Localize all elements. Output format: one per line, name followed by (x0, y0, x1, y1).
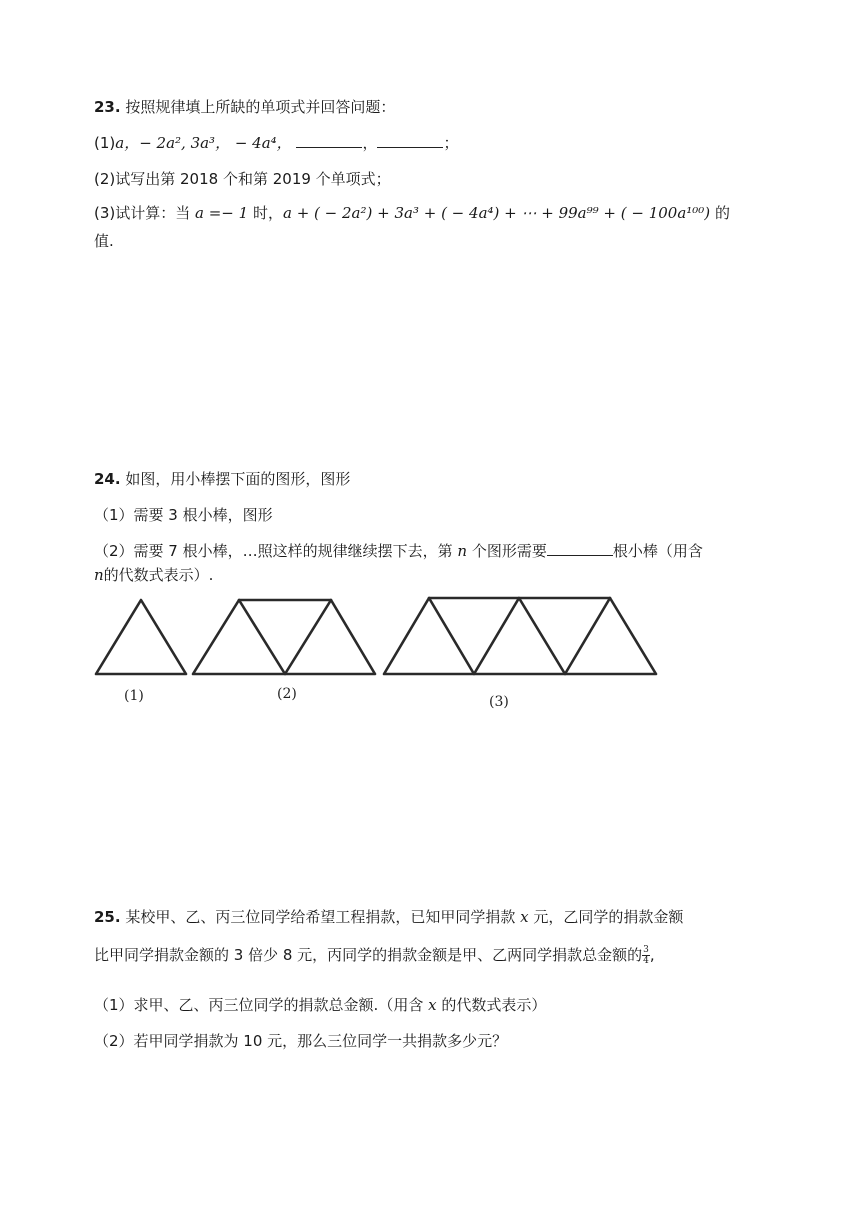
q25-number: 25. (94, 908, 121, 926)
figure-3-inner (429, 598, 610, 674)
q23-part3-condition: a =− 1 (195, 204, 249, 222)
q23-number: 23. (94, 98, 121, 116)
q25-line1-x: x (520, 908, 529, 926)
q23-prompt: 按照规律填上所缺的单项式并回答问题： (125, 98, 396, 116)
q25-fraction-denominator: 4 (643, 956, 649, 966)
q25-part1-a: （1）求甲、乙、丙三位同学的捐款总金额.（用含 (94, 996, 424, 1014)
figure-label-3: (3) (489, 694, 509, 710)
q23-part3-label: (3)试计算：当 (94, 204, 191, 222)
q23-part3-end: 值. (94, 232, 114, 250)
q24-part1: （1）需要 3 根小棒，图形 (94, 506, 273, 524)
q24-part2-n2: n (94, 566, 104, 584)
figure-label-2: (2) (277, 686, 297, 702)
q24-part2-b: 个图形需要 (471, 542, 547, 560)
q23-part2: (2)试写出第 2018 个和第 2019 个单项式； (94, 170, 391, 188)
q23-part1-separator: ， (362, 134, 378, 152)
q25-fraction-numerator: 3 (643, 945, 649, 955)
q25-part1 (94, 994, 546, 1016)
q25-line1-b: 元，乙同学的捐款金额 (533, 908, 684, 926)
figure-3-trapezoid (384, 598, 656, 674)
q24-part2-d: 的代数式表示）. (103, 566, 214, 584)
q25-part2: （2）若甲同学捐款为 10 元，那么三位同学一共捐款多少元？ (94, 1032, 508, 1050)
q25-fraction (642, 945, 650, 966)
q24-prompt: 如图，用小棒摆下面的图形，图形 (125, 470, 351, 488)
q25-line2-end: , (649, 946, 655, 964)
figure-2-trapezoid (193, 600, 375, 674)
q24-number: 24. (94, 470, 121, 488)
figure-1-triangle (96, 600, 186, 674)
q23-part3-tail: 的 (714, 204, 730, 222)
q25-line2 (94, 944, 655, 966)
q23-part1-terms: a，− 2a², 3a³， − 4a⁴， (115, 134, 292, 152)
q24-part2-a: （2）需要 7 根小棒，…照这样的规律继续摆下去，第 (94, 542, 453, 560)
q23-part3-when: 时， (252, 204, 283, 222)
q23-part3-expression: a + ( − 2a²) + 3a³ + ( − 4a⁴) + ⋯ + 99a⁹⁹ + ( − 100a¹⁰⁰) (283, 204, 711, 222)
figure-label-1: (1) (124, 688, 144, 704)
q25-line1-a: 某校甲、乙、丙三位同学给希望工程捐款，已知甲同学捐款 (125, 908, 516, 926)
q23-part1-end: ； (443, 134, 459, 152)
q25-line1 (94, 906, 683, 928)
q25-part1-x: x (428, 996, 437, 1014)
q25-part1-b: 的代数式表示） (441, 996, 547, 1014)
figure-2-inner (239, 600, 331, 674)
q24-part2-n: n (457, 542, 468, 560)
q24-part2-c: 根小棒（用含 (612, 542, 703, 560)
q23-part1-label: (1) (94, 134, 116, 152)
q25-line2-text: 比甲同学捐款金额的 3 倍少 8 元，丙同学的捐款金额是甲、乙两同学捐款总金额的 (94, 946, 643, 964)
